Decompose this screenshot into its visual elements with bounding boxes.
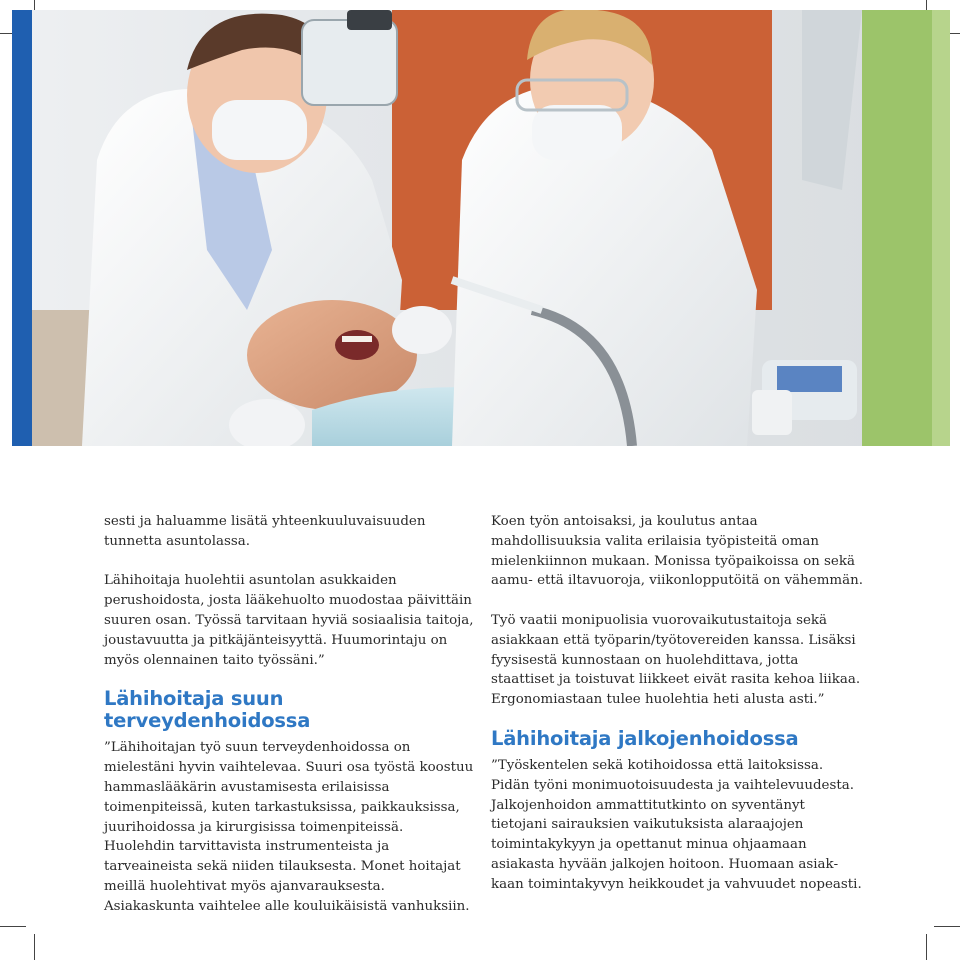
dental-procedure-photo-icon — [12, 10, 950, 446]
crop-mark — [934, 926, 960, 927]
right-column — [491, 512, 863, 895]
section-heading-dental: Lähihoitaja suun terveydenhoidossa — [104, 687, 311, 733]
right-paragraph-2: Työ vaatii monipuolisia vuorovaikutustaitoja sekä asiakkaan että työparin/työtovereiden kanssa. Lisäksi fyysisestä kunnostaan on huolehdittava, jotta staattiset ja toistuvat liikkeet eivät rasita kehoa liikaa. Ergonomiastaan tulee huolehtia heti alusta asti.” — [491, 612, 861, 708]
left-paragraph-1: sesti ja haluamme lisätä yhteenkuuluvaisuuden tunnetta asuntolassa. — [104, 514, 426, 549]
crop-mark — [0, 926, 26, 927]
dental-procedure-photo — [12, 10, 950, 446]
left-paragraph-3: ”Lähihoitajan työ suun terveydenhoidossa on mielestäni hyvin vaihtelevaa. Suuri osa työstä koostuu hammaslääkärin avustamisesta erilaisissa toimenpiteissä, kuten tarkastuksissa, paikkauksissa, juurihoidossa ja kirurgisissa toimenpiteissä. Huolehdin tarvittavista instrumenteista ja tarveaineista sekä niiden tilauksesta. Monet hoitajat meillä huolehtivat myös ajanvarauksesta. Asiakaskunta vaihtelee alle kouluikäisistä vanhuksiin. — [104, 740, 474, 914]
crop-mark — [926, 934, 927, 960]
right-paragraph-3: ”Työskentelen sekä kotihoidossa että laitoksissa. Pidän työni monimuotoisuudesta ja vaihtelevuudesta. Jalkojenhoidon ammattitutkinto on syventänyt tietojani sairauksien vaikutuksista alaraajojen toimintakykyyn ja opettanut minua ohjaamaan asiakasta hyvään jalkojen hoitoon. Huomaan asiakkaan toimintakyvyn heikkoudet ja vahvuudet nopeasti. — [491, 757, 862, 892]
left-column — [104, 512, 474, 917]
left-paragraph-2: Lähihoitaja huolehtii asuntolan asukkaiden perushoidosta, josta lääkehuolto muodostaa päivittäin suuren osan. Työssä tarvitaan hyviä sosiaalisia taitoja, joustavuutta ja pitkäjänteisyyttä. Huumorintaju on myös olennainen taito työssäni.” — [104, 573, 474, 668]
crop-mark — [34, 934, 35, 960]
section-heading-footcare: Lähihoitaja jalkojenhoidossa — [491, 726, 799, 750]
right-paragraph-1: Koen työn antoisaksi, ja koulutus antaa mahdollisuuksia valita erilaisia työpisteitä oman mielenkiinnon mukaan. Monissa työpaikoissa on sekä aamu- että iltavuoroja, viikonlopputöitä on vähemmän. — [491, 514, 863, 589]
